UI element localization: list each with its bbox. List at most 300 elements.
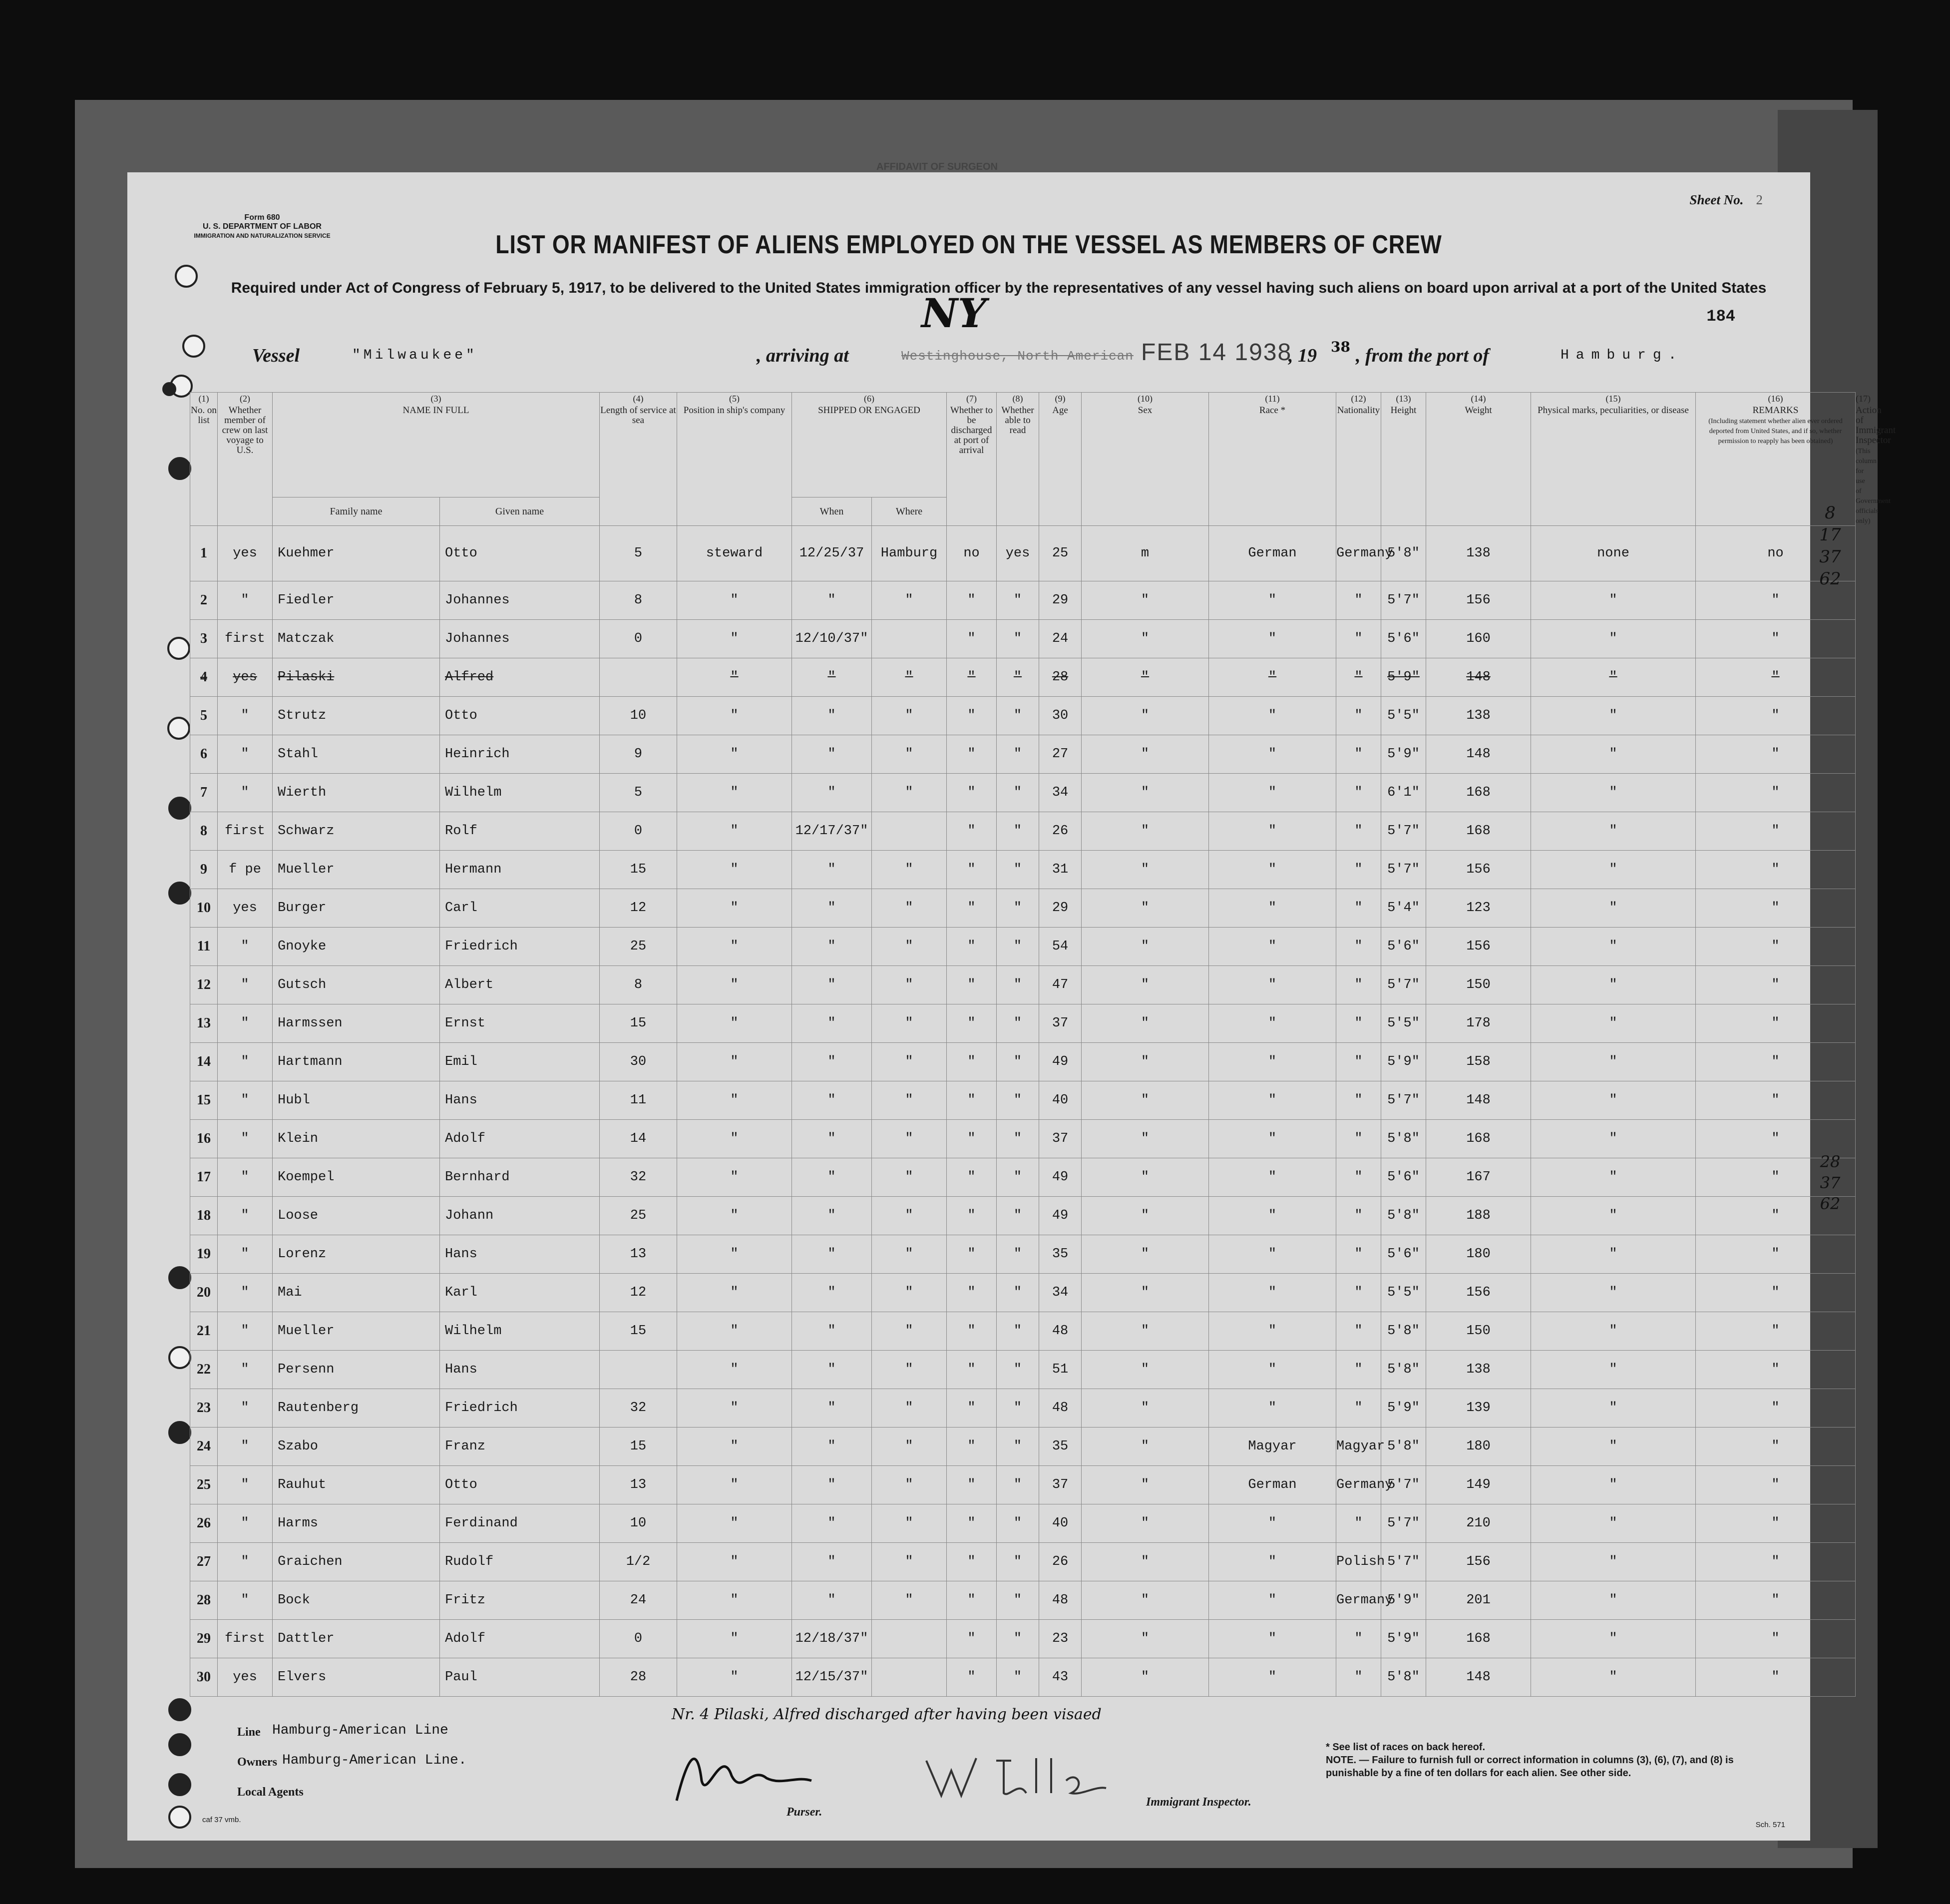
- nationality-cell: ": [1336, 1081, 1381, 1120]
- col-header-race: (11) Race *: [1209, 393, 1336, 526]
- discharge-cell: ": [947, 1158, 997, 1197]
- shipped-where-cell: ": [872, 1504, 947, 1543]
- height-cell: 5'8": [1381, 526, 1426, 581]
- service-length-cell: 10: [600, 1504, 677, 1543]
- height-cell: 5'9": [1381, 658, 1426, 697]
- col-header-sex: (10) Sex: [1082, 393, 1209, 526]
- physical-marks-cell: ": [1531, 1120, 1696, 1158]
- given-name-cell: Emil: [440, 1043, 600, 1081]
- position-cell: ": [677, 851, 792, 889]
- shipped-when-cell: ": [792, 1043, 872, 1081]
- nationality-cell: ": [1336, 1658, 1381, 1697]
- given-name-cell: Bernhard: [440, 1158, 600, 1197]
- family-name-cell: Schwarz: [273, 812, 440, 851]
- year-label: , 19: [1288, 345, 1317, 366]
- remarks-cell: ": [1696, 966, 1856, 1004]
- race-cell: ": [1209, 697, 1336, 735]
- given-name-cell: Adolf: [440, 1620, 600, 1658]
- race-cell: ": [1209, 1620, 1336, 1658]
- physical-marks-cell: ": [1531, 1158, 1696, 1197]
- table-row: [190, 1658, 1856, 1697]
- row-number-cell: 14: [190, 1043, 218, 1081]
- nationality-cell: ": [1336, 1120, 1381, 1158]
- row-number-cell: 9: [190, 851, 218, 889]
- shipped-where-cell: ": [872, 1197, 947, 1235]
- shipped-where-cell: ": [872, 1312, 947, 1351]
- date-stamp: FEB 14 1938: [1141, 339, 1292, 366]
- shipped-when-cell: ": [792, 889, 872, 928]
- service-length-cell: 12: [600, 889, 677, 928]
- binder-hole-icon: [168, 882, 191, 905]
- table-row: [190, 1504, 1856, 1543]
- position-cell: ": [677, 620, 792, 658]
- binder-hole-icon: [168, 1346, 191, 1369]
- discharge-cell: ": [947, 851, 997, 889]
- shipped-when-cell: 12/25/37: [792, 526, 872, 581]
- shipped-when-cell: ": [792, 1081, 872, 1120]
- margin-note-top: 8 17 37 62: [1819, 503, 1841, 589]
- height-cell: 5'7": [1381, 1504, 1426, 1543]
- sex-cell: ": [1082, 1351, 1209, 1389]
- shipped-where-cell: ": [872, 1081, 947, 1120]
- nationality-cell: ": [1336, 851, 1381, 889]
- age-cell: 49: [1039, 1158, 1082, 1197]
- service-length-cell: 10: [600, 697, 677, 735]
- note-race: * See list of races on back hereof.: [1326, 1742, 1486, 1753]
- given-name-cell: Alfred: [440, 658, 600, 697]
- weight-cell: 180: [1426, 1235, 1531, 1274]
- position-cell: ": [677, 1658, 792, 1697]
- purser-label: Purser.: [786, 1806, 822, 1819]
- col-header-discharged: (7) Whether to be discharged at port of arrival: [947, 393, 997, 526]
- given-name-cell: Otto: [440, 1466, 600, 1504]
- weight-cell: 139: [1426, 1389, 1531, 1428]
- remarks-cell: ": [1696, 1274, 1856, 1312]
- physical-marks-cell: ": [1531, 697, 1696, 735]
- height-cell: 5'7": [1381, 966, 1426, 1004]
- row-number-cell: 26: [190, 1504, 218, 1543]
- age-cell: 23: [1039, 1620, 1082, 1658]
- age-cell: 28: [1039, 658, 1082, 697]
- shipped-where-cell: ": [872, 1351, 947, 1389]
- weight-cell: 156: [1426, 928, 1531, 966]
- last-voyage-cell: ": [218, 1274, 273, 1312]
- position-cell: ": [677, 1543, 792, 1581]
- from-port: Hamburg.: [1560, 348, 1684, 363]
- service-length-cell: 8: [600, 581, 677, 620]
- discharge-cell: ": [947, 1466, 997, 1504]
- purser-signature: [667, 1731, 816, 1811]
- family-name-cell: Matczak: [273, 620, 440, 658]
- service-length-cell: 11: [600, 1081, 677, 1120]
- shipped-where-cell: ": [872, 1235, 947, 1274]
- remarks-cell: ": [1696, 581, 1856, 620]
- last-voyage-cell: ": [218, 1120, 273, 1158]
- service-length-cell: 15: [600, 851, 677, 889]
- row-number-cell: 25: [190, 1466, 218, 1504]
- age-cell: 35: [1039, 1428, 1082, 1466]
- margin-note-lower: 28 37 62: [1820, 1152, 1841, 1213]
- row-number-cell: 22: [190, 1351, 218, 1389]
- given-name-cell: Friedrich: [440, 928, 600, 966]
- family-name-cell: Mueller: [273, 1312, 440, 1351]
- service-length-cell: 0: [600, 620, 677, 658]
- race-cell: ": [1209, 1235, 1336, 1274]
- shipped-where-cell: ": [872, 1158, 947, 1197]
- physical-marks-cell: ": [1531, 1543, 1696, 1581]
- sex-cell: ": [1082, 812, 1209, 851]
- table-row: [190, 1235, 1856, 1274]
- last-voyage-cell: first: [218, 620, 273, 658]
- family-name-cell: Gnoyke: [273, 928, 440, 966]
- shipped-when-cell: ": [792, 1504, 872, 1543]
- height-cell: 5'8": [1381, 1120, 1426, 1158]
- given-name-cell: Johann: [440, 1197, 600, 1235]
- row-number-cell: 28: [190, 1581, 218, 1620]
- col-header-weight: (14) Weight: [1426, 393, 1531, 526]
- race-cell: ": [1209, 658, 1336, 697]
- physical-marks-cell: ": [1531, 1466, 1696, 1504]
- position-cell: ": [677, 889, 792, 928]
- sex-cell: m: [1082, 526, 1209, 581]
- table-row: [190, 697, 1856, 735]
- nationality-cell: ": [1336, 1620, 1381, 1658]
- table-row: [190, 1120, 1856, 1158]
- col-header-where: Where: [872, 497, 947, 526]
- service-length-cell: 12: [600, 1274, 677, 1312]
- shipped-when-cell: ": [792, 966, 872, 1004]
- row-number-cell: 11: [190, 928, 218, 966]
- able-to-read-cell: ": [997, 1351, 1039, 1389]
- weight-cell: 138: [1426, 697, 1531, 735]
- department-name: U. S. DEPARTMENT OF LABOR: [203, 222, 322, 231]
- sex-cell: ": [1082, 1504, 1209, 1543]
- table-row: [190, 889, 1856, 928]
- given-name-cell: Johannes: [440, 581, 600, 620]
- position-cell: ": [677, 1004, 792, 1043]
- nationality-cell: ": [1336, 1504, 1381, 1543]
- physical-marks-cell: ": [1531, 1658, 1696, 1697]
- age-cell: 48: [1039, 1312, 1082, 1351]
- family-name-cell: Rautenberg: [273, 1389, 440, 1428]
- family-name-cell: Bock: [273, 1581, 440, 1620]
- discharge-cell: ": [947, 581, 997, 620]
- binder-hole-icon: [168, 797, 191, 820]
- shipped-where-cell: ": [872, 735, 947, 774]
- remarks-cell: ": [1696, 889, 1856, 928]
- row-number-cell: 20: [190, 1274, 218, 1312]
- remarks-cell: ": [1696, 1620, 1856, 1658]
- age-cell: 26: [1039, 1543, 1082, 1581]
- last-voyage-cell: yes: [218, 658, 273, 697]
- position-cell: ": [677, 1120, 792, 1158]
- age-cell: 49: [1039, 1043, 1082, 1081]
- service-length-cell: 15: [600, 1428, 677, 1466]
- age-cell: 47: [1039, 966, 1082, 1004]
- race-cell: ": [1209, 966, 1336, 1004]
- discharge-cell: ": [947, 658, 997, 697]
- last-voyage-cell: ": [218, 1389, 273, 1428]
- able-to-read-cell: ": [997, 697, 1039, 735]
- height-cell: 5'6": [1381, 928, 1426, 966]
- discharge-cell: ": [947, 1351, 997, 1389]
- position-cell: ": [677, 735, 792, 774]
- weight-cell: 178: [1426, 1004, 1531, 1043]
- position-cell: ": [677, 1043, 792, 1081]
- nationality-cell: ": [1336, 1351, 1381, 1389]
- discharge-cell: no: [947, 526, 997, 581]
- able-to-read-cell: ": [997, 1658, 1039, 1697]
- sex-cell: ": [1082, 1043, 1209, 1081]
- row-number-cell: 3: [190, 620, 218, 658]
- weight-cell: 150: [1426, 1312, 1531, 1351]
- table-row: [190, 1043, 1856, 1081]
- age-cell: 34: [1039, 1274, 1082, 1312]
- height-cell: 5'6": [1381, 1235, 1426, 1274]
- nationality-cell: ": [1336, 581, 1381, 620]
- able-to-read-cell: ": [997, 1043, 1039, 1081]
- col-header-remarks: (16) REMARKS (Including statement whether alien ever ordered deported from United States, and if so, whether permission to reapply has been obtained): [1696, 393, 1856, 526]
- shipped-when-cell: ": [792, 1351, 872, 1389]
- able-to-read-cell: ": [997, 1504, 1039, 1543]
- remarks-cell: ": [1696, 1235, 1856, 1274]
- row-number-cell: 15: [190, 1081, 218, 1120]
- sex-cell: ": [1082, 774, 1209, 812]
- last-voyage-cell: ": [218, 1004, 273, 1043]
- table-row: [190, 1543, 1856, 1581]
- sex-cell: ": [1082, 697, 1209, 735]
- physical-marks-cell: ": [1531, 889, 1696, 928]
- table-row: [190, 1428, 1856, 1466]
- weight-cell: 168: [1426, 1120, 1531, 1158]
- position-cell: ": [677, 812, 792, 851]
- family-name-cell: Strutz: [273, 697, 440, 735]
- nationality-cell: Germany: [1336, 526, 1381, 581]
- discharge-cell: ": [947, 1274, 997, 1312]
- discharge-cell: ": [947, 1004, 997, 1043]
- remarks-cell: ": [1696, 1581, 1856, 1620]
- race-cell: ": [1209, 1504, 1336, 1543]
- family-name-cell: Elvers: [273, 1658, 440, 1697]
- age-cell: 29: [1039, 889, 1082, 928]
- remarks-cell: ": [1696, 1658, 1856, 1697]
- family-name-cell: Hubl: [273, 1081, 440, 1120]
- given-name-cell: Hermann: [440, 851, 600, 889]
- discharge-cell: ": [947, 1043, 997, 1081]
- race-cell: ": [1209, 774, 1336, 812]
- physical-marks-cell: ": [1531, 851, 1696, 889]
- remarks-cell: ": [1696, 1543, 1856, 1581]
- height-cell: 5'7": [1381, 812, 1426, 851]
- shipped-where-cell: ": [872, 1428, 947, 1466]
- row-number-cell: 1: [190, 526, 218, 581]
- shipped-when-cell: ": [792, 581, 872, 620]
- nationality-cell: ": [1336, 889, 1381, 928]
- remarks-cell: ": [1696, 735, 1856, 774]
- binder-hole-icon: [167, 637, 190, 660]
- height-cell: 5'8": [1381, 1197, 1426, 1235]
- height-cell: 5'5": [1381, 697, 1426, 735]
- shipped-where-cell: Hamburg: [872, 526, 947, 581]
- able-to-read-cell: ": [997, 1581, 1039, 1620]
- discharge-cell: ": [947, 928, 997, 966]
- shipped-when-cell: ": [792, 1389, 872, 1428]
- sex-cell: ": [1082, 1658, 1209, 1697]
- remarks-cell: no: [1696, 526, 1856, 581]
- physical-marks-cell: ": [1531, 620, 1696, 658]
- height-cell: 5'7": [1381, 1543, 1426, 1581]
- shipped-when-cell: ": [792, 1120, 872, 1158]
- shipped-where-cell: ": [872, 889, 947, 928]
- able-to-read-cell: ": [997, 658, 1039, 697]
- discharge-cell: ": [947, 1235, 997, 1274]
- shipped-where-cell: ": [872, 1120, 947, 1158]
- height-cell: 5'9": [1381, 1581, 1426, 1620]
- given-name-cell: Otto: [440, 697, 600, 735]
- position-cell: ": [677, 658, 792, 697]
- race-cell: ": [1209, 889, 1336, 928]
- race-cell: German: [1209, 526, 1336, 581]
- shipped-where-cell: ": [872, 658, 947, 697]
- shipped-when-cell: ": [792, 1428, 872, 1466]
- row-number-cell: 7: [190, 774, 218, 812]
- shipped-where-cell: ": [872, 1466, 947, 1504]
- position-cell: ": [677, 1389, 792, 1428]
- remarks-cell: ": [1696, 1504, 1856, 1543]
- table-row: [190, 1158, 1856, 1197]
- remarks-cell: ": [1696, 658, 1856, 697]
- shipped-when-cell: ": [792, 1581, 872, 1620]
- service-name: IMMIGRATION AND NATURALIZATION SERVICE: [194, 232, 331, 239]
- last-voyage-cell: ": [218, 1081, 273, 1120]
- race-cell: ": [1209, 1081, 1336, 1120]
- service-length-cell: 13: [600, 1235, 677, 1274]
- given-name-cell: Albert: [440, 966, 600, 1004]
- race-cell: ": [1209, 620, 1336, 658]
- family-name-cell: Kuehmer: [273, 526, 440, 581]
- sheet-value: 2: [1756, 192, 1763, 207]
- sex-cell: ": [1082, 889, 1209, 928]
- row-number-cell: 6: [190, 735, 218, 774]
- sex-cell: ": [1082, 1581, 1209, 1620]
- able-to-read-cell: yes: [997, 526, 1039, 581]
- page-title: LIST OR MANIFEST OF ALIENS EMPLOYED ON THE VESSEL AS MEMBERS OF CREW: [495, 230, 1442, 259]
- given-name-cell: Rolf: [440, 812, 600, 851]
- able-to-read-cell: ": [997, 1235, 1039, 1274]
- last-voyage-cell: ": [218, 581, 273, 620]
- family-name-cell: Hartmann: [273, 1043, 440, 1081]
- able-to-read-cell: ": [997, 1274, 1039, 1312]
- nationality-cell: ": [1336, 812, 1381, 851]
- shipped-when-cell: 12/17/37": [792, 812, 872, 851]
- table-row: [190, 1581, 1856, 1620]
- last-voyage-cell: ": [218, 697, 273, 735]
- given-name-cell: Rudolf: [440, 1543, 600, 1581]
- shipped-where-cell: ": [872, 1274, 947, 1312]
- position-cell: ": [677, 1466, 792, 1504]
- height-cell: 5'6": [1381, 620, 1426, 658]
- service-length-cell: 32: [600, 1389, 677, 1428]
- from-label: , from the port of: [1356, 345, 1490, 366]
- crew-table: (1) No. on list (2) Whether member of crew on last voyage to U.S. (3) NAME IN FULL (4) Length of service at sea (5) Position in ship's company (6) SHIPPED OR ENGAGED (7) Whether to be discharged at port of arrival (8) Whether able to read (9) Age (10) Sex (11) Race * (12) Nationality (13) Height (14) Weight (15) Physical marks, peculiarities, or disease (16) REMARKS (Including statement whether alien ever ordered deported from United States, and if so, whether permission to reapply has been obtained) Action of Immigrant Inspector (This column for use of Government officials only) Family name Given name When Where 1 yes Kuehmer Otto 5 steward 12/25/37 Hamburg no yes 25 m German Germany 5'8" 138 none no 2 " Fiedler Johannes 8 " " " " " 29 " " " 5'7" 156 " " 3 first Matczak Johannes 0 " 12/10/37" " " 24 " " " 5'6" 160 " " 4 yes Pilaski Alfred " " " " " 28 " " " 5'9" 148 " " 5 " Strutz Otto 10 " " " " " 30 " " " 5'5" 138 " " 6 " Stahl Heinrich 9 " " " " " 27 " " " 5'9" 148 " " 7 " Wierth Wilhelm 5 " " " " " 34 " " " 6'1" 168 " " 8 first Schwarz Rolf 0 " 12/17/37" " " 26 " " " 5'7" 168 " " 9 f pe Mueller Hermann 15 " " " " " 31 " " " 5'7" 156 " " 10 yes Burger Carl 12 " " " " " 29 " " " 5'4" 123 " " 11 " Gnoyke Friedrich 25 " " " " " 54 " " " 5'6" 156 " " 12 " Gutsch Albert 8 " " " " " 47 " " " 5'7" 150 " " 13 " Harmssen Ernst 15 " " " " " 37 " " " 5'5" 178 " " 14 " Hartmann Emil 30 " " " " " 49 " " " 5'9" 158 " " 15 " Hubl Hans 11 " " " " " 40 " " " 5'7" 148 " " 16 " Klein Adolf 14 " " " " " 37 " " " 5'8" 168 " " 17 " Koempel Bernhard 32 " " " " " 49 " " " 5'6" 167 " " 18 " Loose Johann 25 " " " " " 49 " " " 5'8" 188 " " 19 " Lorenz Hans 13 " " " " " 35 " " " 5'6" 180 " " 20 " Mai Karl 12 " " " " " 34 " " " 5'5" 156 " " 21 " Mueller Wilhelm 15 " " " " " 48 " " " 5'8" 150 " " 22 " Persenn Hans " " " " " 51 " " " 5'8" 138 " " 23 " Rautenberg Friedrich 32 " " " " " 48 " " " 5'9" 139 " " 24 " Szabo Franz 15 " " " " " 35 " Magyar Magyar 5'8" 180 " " 25 " Rauhut Otto 13 " " " " " 37 " German Germany 5'7" 149 " " 26 " Harms Ferdinand 10 " " " " " 40 " " " 5'7" 210 " " 27 " Graichen Rudolf 1/2 " " " " " 26 " " Polish 5'7" 156 " " 28 " Bock Fritz 24 " " " " " 48 " " Germany 5'9" 201 " " 29 first Dattler Adolf 0 " 12/18/37" " " 23 " " " 5'9" 168 " " 30 yes Elvers Paul 28 " 12/15/37" " " 43 " " " 5'8" 148 " ": [190, 392, 1856, 1697]
- height-cell: 5'8": [1381, 1428, 1426, 1466]
- discharge-cell: ": [947, 1389, 997, 1428]
- weight-cell: 149: [1426, 1466, 1531, 1504]
- able-to-read-cell: ": [997, 1312, 1039, 1351]
- last-voyage-cell: ": [218, 1312, 273, 1351]
- race-cell: ": [1209, 928, 1336, 966]
- age-cell: 30: [1039, 697, 1082, 735]
- vessel-name: "Milwaukee": [352, 348, 477, 363]
- row-number-cell: 21: [190, 1312, 218, 1351]
- family-name-cell: Graichen: [273, 1543, 440, 1581]
- able-to-read-cell: ": [997, 1428, 1039, 1466]
- sex-cell: ": [1082, 735, 1209, 774]
- discharge-cell: ": [947, 620, 997, 658]
- remarks-cell: ": [1696, 1312, 1856, 1351]
- race-cell: German: [1209, 1466, 1336, 1504]
- remarks-cell: ": [1696, 697, 1856, 735]
- table-row: [190, 658, 1856, 697]
- position-cell: ": [677, 1504, 792, 1543]
- physical-marks-cell: ": [1531, 1389, 1696, 1428]
- age-cell: 54: [1039, 928, 1082, 966]
- weight-cell: 168: [1426, 1620, 1531, 1658]
- service-length-cell: 13: [600, 1466, 677, 1504]
- nationality-cell: ": [1336, 1158, 1381, 1197]
- nationality-cell: ": [1336, 928, 1381, 966]
- last-voyage-cell: ": [218, 1158, 273, 1197]
- line-value: Hamburg-American Line: [272, 1723, 448, 1738]
- able-to-read-cell: ": [997, 1197, 1039, 1235]
- discharge-cell: ": [947, 774, 997, 812]
- shipped-when-cell: ": [792, 851, 872, 889]
- able-to-read-cell: ": [997, 1543, 1039, 1581]
- row-number-cell: 12: [190, 966, 218, 1004]
- last-voyage-cell: ": [218, 1197, 273, 1235]
- arriving-handwritten: NY: [921, 290, 987, 337]
- height-cell: 5'5": [1381, 1004, 1426, 1043]
- discharge-cell: ": [947, 1658, 997, 1697]
- last-voyage-cell: first: [218, 1620, 273, 1658]
- binder-hole-icon: [182, 335, 205, 358]
- table-row: [190, 851, 1856, 889]
- nationality-cell: ": [1336, 1389, 1381, 1428]
- weight-cell: 148: [1426, 658, 1531, 697]
- binder-hole-icon: [168, 1421, 191, 1444]
- age-cell: 35: [1039, 1235, 1082, 1274]
- age-cell: 37: [1039, 1004, 1082, 1043]
- shipped-where-cell: ": [872, 1543, 947, 1581]
- service-length-cell: 24: [600, 1581, 677, 1620]
- given-name-cell: Ferdinand: [440, 1504, 600, 1543]
- discharge-cell: ": [947, 1197, 997, 1235]
- race-cell: ": [1209, 1658, 1336, 1697]
- col-header-position: (5) Position in ship's company: [677, 393, 792, 526]
- physical-marks-cell: ": [1531, 1274, 1696, 1312]
- age-cell: 29: [1039, 581, 1082, 620]
- nationality-cell: ": [1336, 735, 1381, 774]
- sex-cell: ": [1082, 620, 1209, 658]
- sex-cell: ": [1082, 1081, 1209, 1120]
- given-name-cell: Ernst: [440, 1004, 600, 1043]
- given-name-cell: Franz: [440, 1428, 600, 1466]
- family-name-cell: Dattler: [273, 1620, 440, 1658]
- sex-cell: ": [1082, 1197, 1209, 1235]
- binder-hole-icon: [175, 265, 198, 288]
- weight-cell: 158: [1426, 1043, 1531, 1081]
- age-cell: 24: [1039, 620, 1082, 658]
